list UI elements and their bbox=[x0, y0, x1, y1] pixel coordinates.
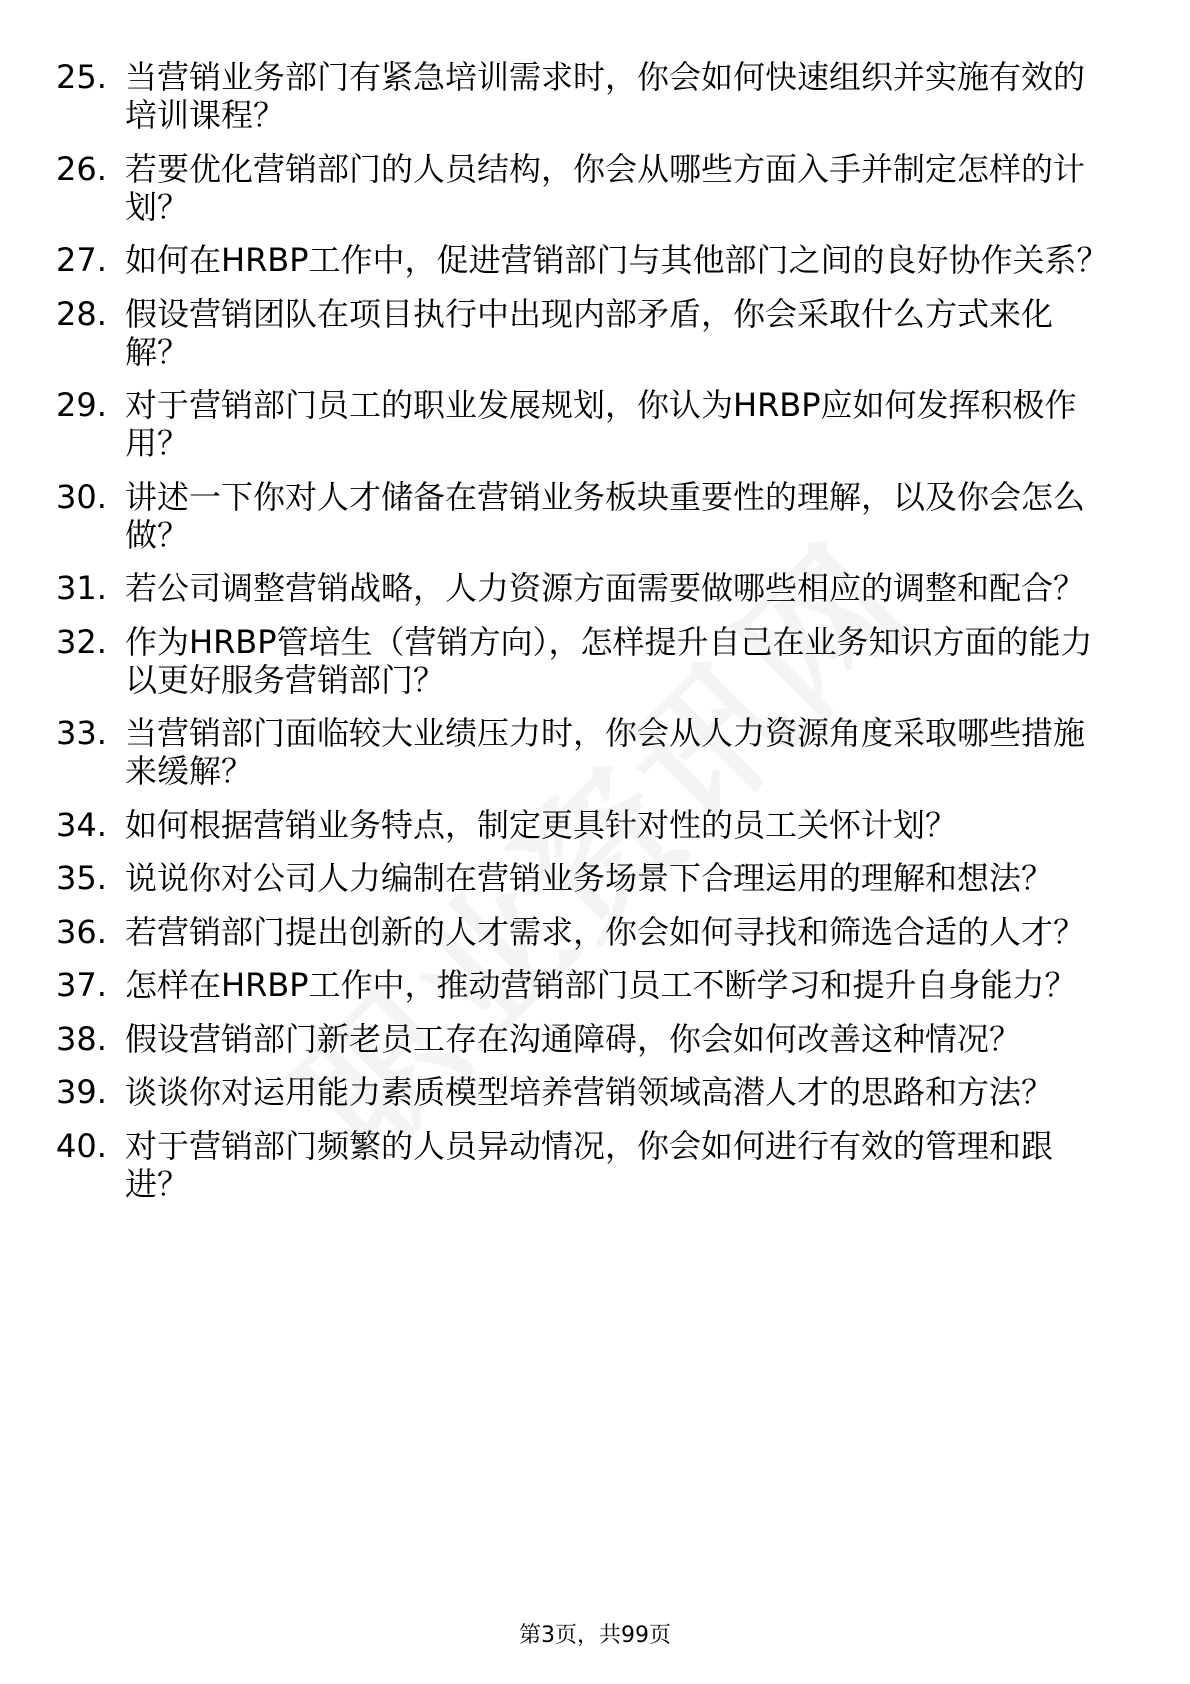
question-number: 37. bbox=[56, 966, 107, 1004]
question-number: 29. bbox=[56, 386, 107, 424]
question-text: 作为HRBP管培生（营销方向），怎样提升自己在业务知识方面的能力以更好服务营销部门？ bbox=[125, 622, 1093, 699]
question-item bbox=[0, 714, 1190, 790]
question-item bbox=[0, 386, 1190, 462]
question-number: 28. bbox=[56, 294, 107, 333]
question-text: 如何在HRBP工作中，促进营销部门与其他部门之间的良好协作关系？ bbox=[125, 241, 1109, 279]
question-text: 讲述一下你对人才储备在营销业务板块重要性的理解，以及你会怎么做？ bbox=[125, 477, 1086, 554]
question-number: 35. bbox=[56, 859, 107, 897]
question-item bbox=[0, 966, 1190, 1004]
question-item bbox=[0, 295, 1190, 371]
question-number: 36. bbox=[56, 912, 107, 951]
question-number: 30. bbox=[56, 477, 107, 516]
question-item bbox=[0, 806, 1190, 844]
question-number: 32. bbox=[56, 622, 107, 661]
question-item bbox=[0, 913, 1190, 951]
question-list bbox=[0, 58, 1190, 1218]
question-text: 假设营销部门新老员工存在沟通障碍，你会如何改善这种情况？ bbox=[125, 1019, 1022, 1058]
question-item bbox=[0, 150, 1190, 226]
question-number: 38. bbox=[56, 1019, 107, 1058]
question-number: 26. bbox=[56, 149, 107, 188]
question-text: 对于营销部门频繁的人员异动情况，你会如何进行有效的管理和跟进？ bbox=[125, 1126, 1054, 1203]
question-number: 39. bbox=[56, 1073, 107, 1111]
question-item bbox=[0, 623, 1190, 699]
question-text: 如何根据营销业务特点，制定更具针对性的员工关怀计划？ bbox=[125, 805, 958, 844]
question-text: 假设营销团队在项目执行中出现内部矛盾，你会采取什么方式来化解？ bbox=[125, 294, 1054, 371]
question-text: 说说你对公司人力编制在营销业务场景下合理运用的理解和想法？ bbox=[125, 859, 1054, 897]
question-text: 当营销业务部门有紧急培训需求时，你会如何快速组织并实施有效的培训课程？ bbox=[125, 58, 1086, 134]
question-text: 对于营销部门员工的职业发展规划，你认为HRBP应如何发挥积极作用？ bbox=[125, 386, 1077, 462]
question-text: 谈谈你对运用能力素质模型培养营销领域高潜人才的思路和方法？ bbox=[125, 1073, 1054, 1111]
question-number: 27. bbox=[56, 241, 107, 279]
question-item bbox=[0, 241, 1190, 279]
question-text: 若公司调整营销战略，人力资源方面需要做哪些相应的调整和配合？ bbox=[125, 569, 1086, 607]
question-item bbox=[0, 859, 1190, 897]
question-item bbox=[0, 1073, 1190, 1111]
question-number: 34. bbox=[56, 805, 107, 844]
question-number: 33. bbox=[56, 714, 107, 752]
question-item bbox=[0, 58, 1190, 134]
question-item bbox=[0, 478, 1190, 554]
question-text: 怎样在HRBP工作中，推动营销部门员工不断学习和提升自身能力？ bbox=[125, 966, 1077, 1004]
question-number: 31. bbox=[56, 569, 107, 607]
question-number: 25. bbox=[56, 58, 107, 96]
page-number: 第3页，共99页 bbox=[519, 1623, 671, 1648]
question-text: 当营销部门面临较大业绩压力时，你会从人力资源角度采取哪些措施来缓解？ bbox=[125, 714, 1086, 790]
question-text: 若要优化营销部门的人员结构，你会从哪些方面入手并制定怎样的计划？ bbox=[125, 149, 1086, 226]
question-number: 40. bbox=[56, 1126, 107, 1165]
question-item bbox=[0, 1020, 1190, 1058]
question-text: 若营销部门提出创新的人才需求，你会如何寻找和筛选合适的人才？ bbox=[125, 912, 1086, 951]
question-item bbox=[0, 569, 1190, 607]
question-item bbox=[0, 1127, 1190, 1203]
